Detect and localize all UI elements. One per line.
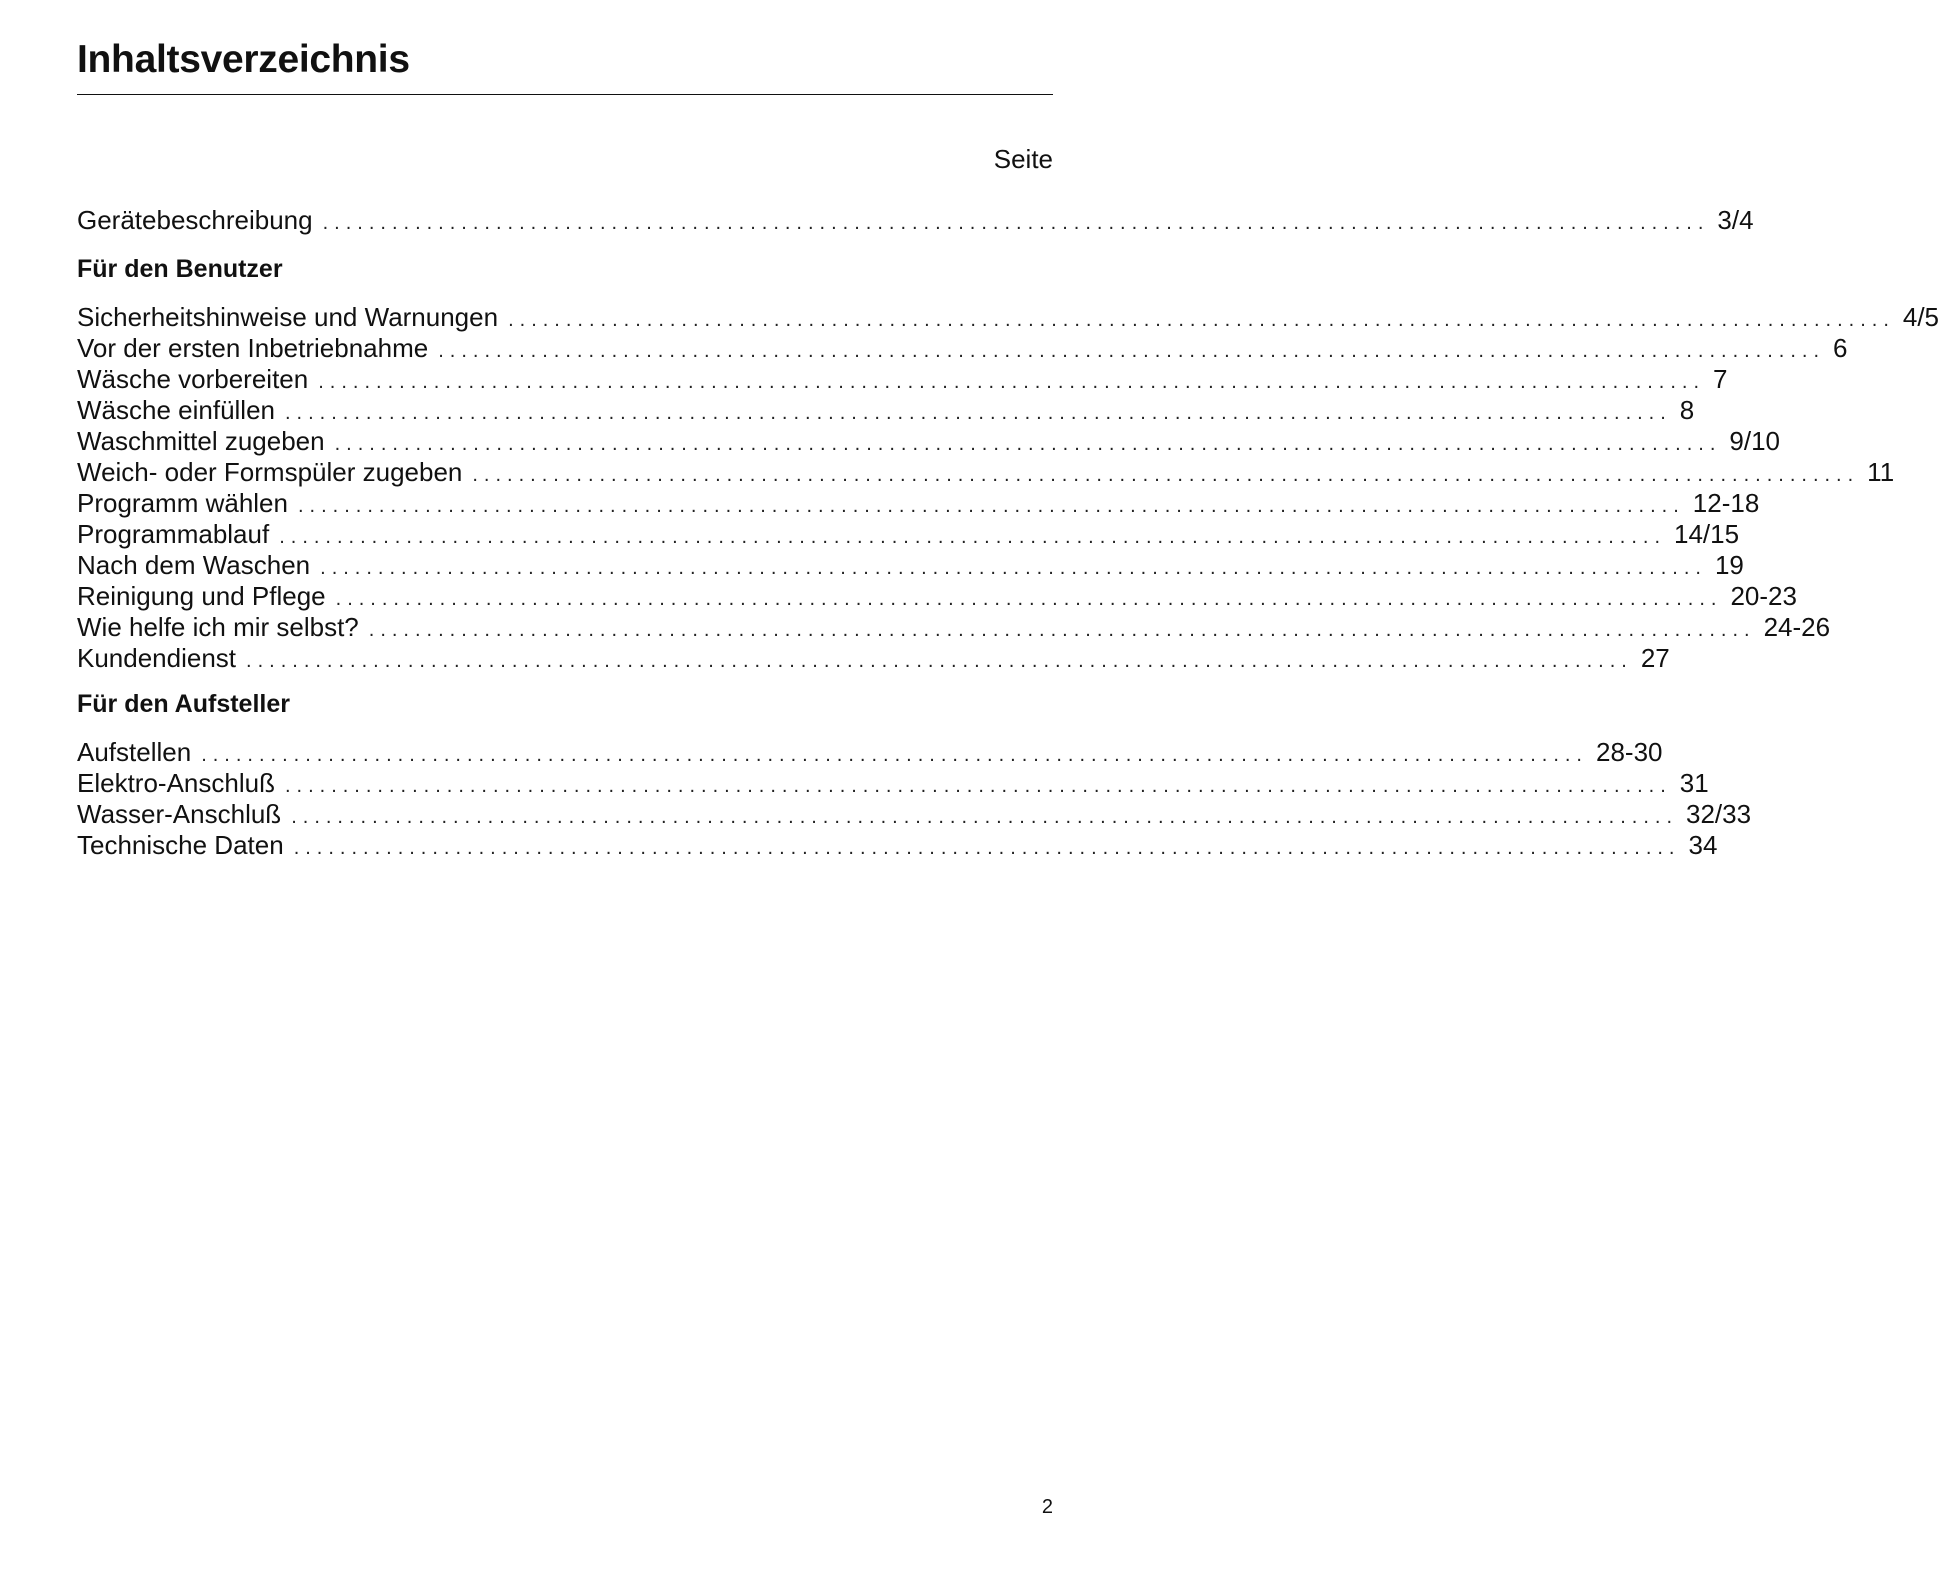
toc-entry[interactable] (77, 737, 1663, 768)
toc-entry-label: Wie helfe ich mir selbst? (77, 612, 359, 642)
toc-entry-page: 20-23 (1730, 581, 1797, 611)
toc-entry-page: 28-30 (1595, 737, 1663, 767)
toc-section-aufsteller (77, 737, 1752, 861)
toc-section-benutzer (77, 302, 1939, 674)
title-rule (77, 94, 1053, 95)
page-number: 2 (1041, 1496, 1053, 1518)
toc-entry[interactable] (77, 643, 1670, 674)
leader-dots: ........................................................................................................................ (368, 619, 1756, 641)
toc-entry-page: 31 (1679, 768, 1709, 798)
toc-entry-page: 3/4 (1717, 205, 1754, 235)
toc-entry-page: 32/33 (1686, 799, 1752, 829)
toc-entry-page: 4/5 (1902, 302, 1939, 332)
toc-entry[interactable] (77, 457, 1895, 488)
toc-entry-page: 12-18 (1692, 488, 1760, 518)
toc-entry[interactable] (77, 333, 1848, 364)
toc-entry-label: Nach dem Waschen (77, 550, 311, 580)
page-column-label: Seite (993, 144, 1053, 174)
toc-entry[interactable] (77, 581, 1797, 612)
toc-entry-page: 9/10 (1729, 426, 1781, 456)
toc-entry[interactable] (77, 205, 1754, 236)
toc-entry-page: 24-26 (1763, 612, 1831, 642)
leader-dots: ........................................................................................................................ (279, 526, 1666, 548)
toc-entry-label: Reinigung und Pflege (77, 581, 326, 611)
toc-entry-label: Elektro-Anschluß (77, 768, 275, 798)
toc-entry-label: Programm wählen (77, 488, 288, 518)
toc-entry[interactable] (77, 395, 1695, 426)
toc-entry-page: 11 (1867, 457, 1895, 487)
leader-dots: ........................................................................................................................ (472, 464, 1860, 486)
toc-entry-label: Gerätebeschreibung (77, 205, 313, 235)
toc-entry-label: Programmablauf (77, 519, 270, 549)
toc-entry-label: Weich- oder Formspüler zugeben (77, 457, 463, 487)
leader-dots: ........................................................................................................................ (318, 371, 1706, 393)
toc-entry[interactable] (77, 612, 1831, 643)
leader-dots: ........................................................................................................................ (508, 309, 1895, 331)
toc-entry[interactable] (77, 768, 1709, 799)
toc-entry[interactable] (77, 830, 1718, 861)
section-heading-aufsteller: Für den Aufsteller (77, 690, 290, 718)
toc-entry-label: Wäsche vorbereiten (77, 364, 309, 394)
toc-entry-page: 8 (1679, 395, 1695, 425)
leader-dots: ........................................................................................................................ (334, 433, 1722, 455)
toc-entry-label: Wäsche einfüllen (77, 395, 275, 425)
toc-entry-page: 27 (1640, 643, 1670, 673)
toc-entry-label: Kundendienst (77, 643, 237, 673)
toc-entry-label: Wasser-Anschluß (77, 799, 282, 829)
toc-entry-page: 6 (1833, 333, 1848, 363)
toc-entry[interactable] (77, 302, 1939, 333)
toc-entry[interactable] (77, 550, 1744, 581)
leader-dots: ........................................................................................................................ (201, 744, 1588, 766)
leader-dots: ........................................................................................................................ (297, 495, 1685, 517)
toc-entry-label: Technische Daten (77, 830, 284, 860)
toc-entry[interactable] (77, 519, 1740, 550)
page-title: Inhaltsverzeichnis (77, 38, 410, 81)
toc-entry-label: Sicherheitshinweise und Warnungen (77, 302, 499, 332)
leader-dots: ........................................................................................................................ (246, 650, 1633, 672)
leader-dots: ........................................................................................................................ (293, 837, 1681, 859)
toc-entry-label: Waschmittel zugeben (77, 426, 325, 456)
toc-entry-label: Aufstellen (77, 737, 192, 767)
leader-dots: ........................................................................................................................ (320, 557, 1707, 579)
section-heading-benutzer: Für den Benutzer (77, 255, 283, 283)
leader-dots: ........................................................................................................................ (438, 340, 1826, 362)
leader-dots: ........................................................................................................................ (291, 806, 1678, 828)
toc-entry-page: 14/15 (1674, 519, 1740, 549)
toc-entry[interactable] (77, 426, 1781, 457)
toc-entry-page: 7 (1713, 364, 1728, 394)
leader-dots: ........................................................................................................................ (322, 212, 1710, 234)
toc-intro (77, 205, 1754, 236)
toc-entry[interactable] (77, 488, 1760, 519)
toc-entry[interactable] (77, 364, 1728, 395)
leader-dots: ........................................................................................................................ (284, 775, 1672, 797)
toc-entry-page: 34 (1688, 830, 1718, 860)
toc-entry[interactable] (77, 799, 1752, 830)
leader-dots: ........................................................................................................................ (335, 588, 1723, 610)
toc-entry-label: Vor der ersten Inbetriebnahme (77, 333, 429, 363)
leader-dots: ........................................................................................................................ (285, 402, 1672, 424)
toc-entry-page: 19 (1714, 550, 1744, 580)
